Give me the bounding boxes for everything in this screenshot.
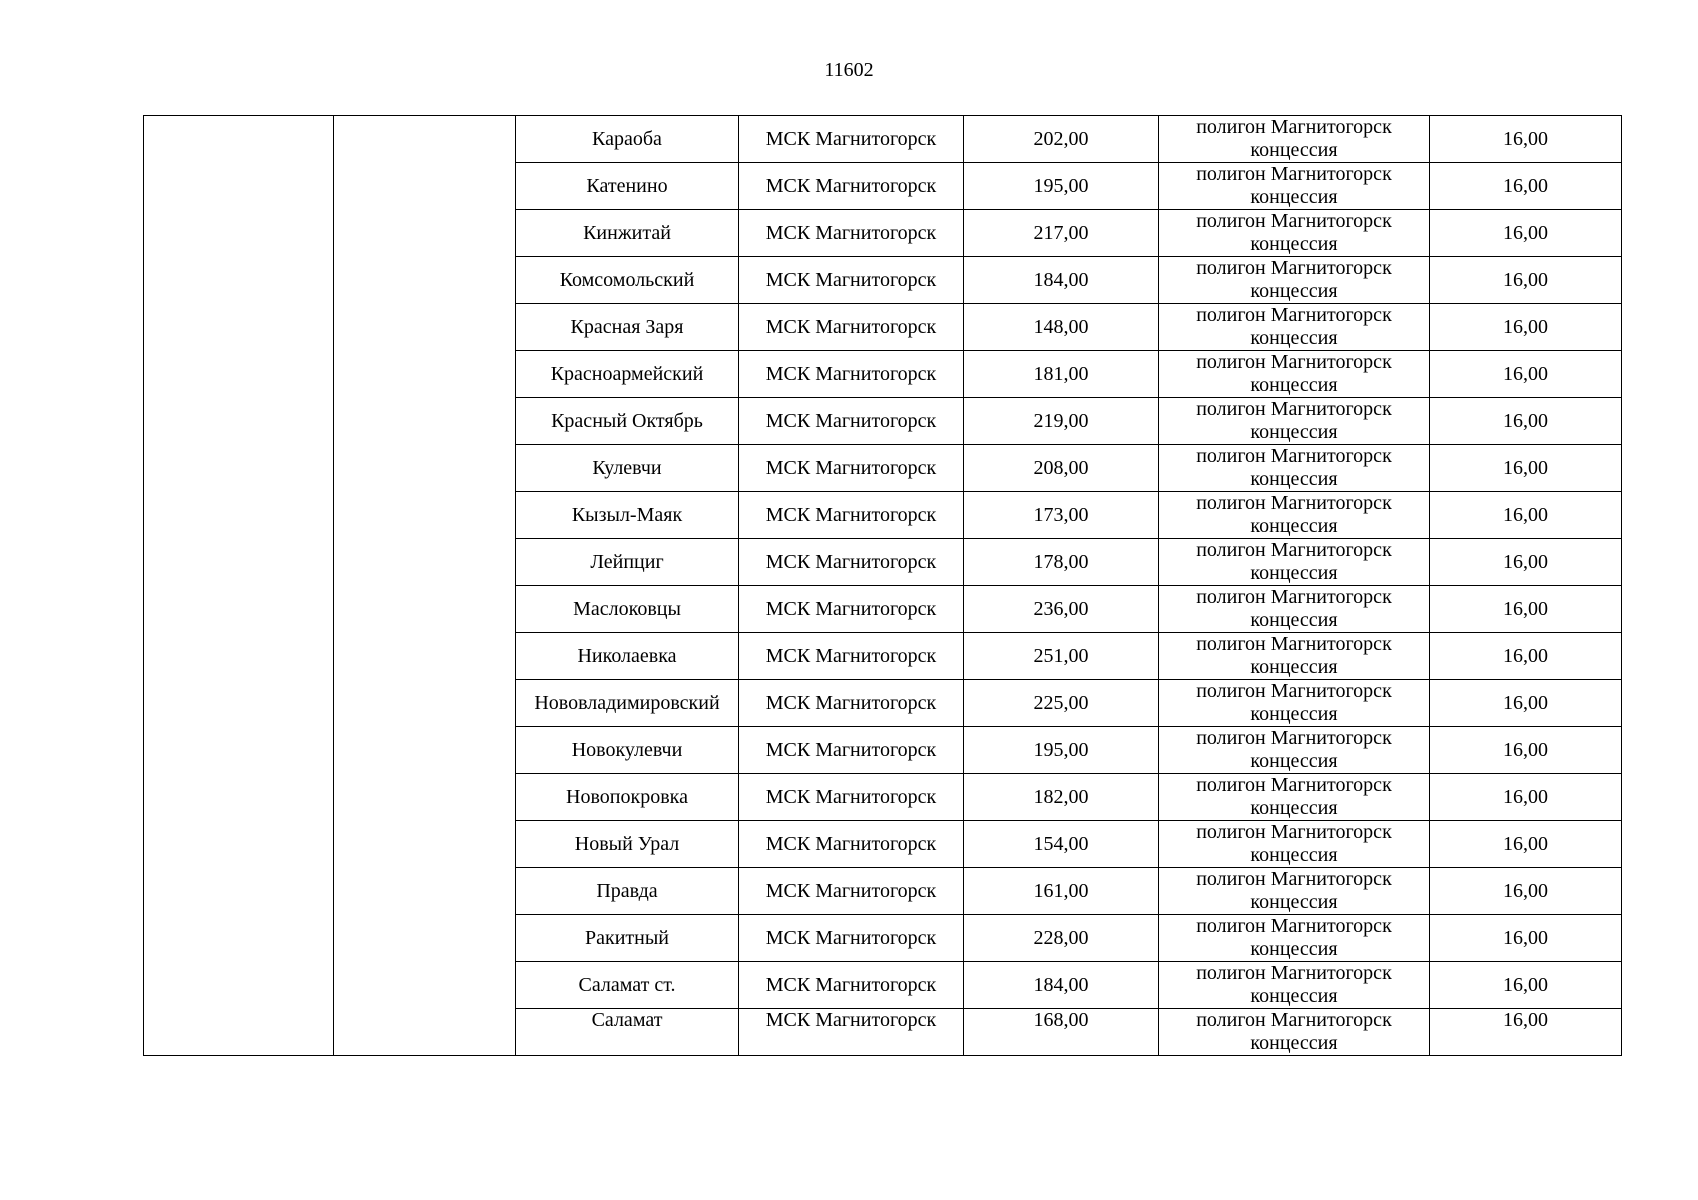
destination-cell: полигон Магнитогорск концессия [1159,915,1430,962]
destination-cell: полигон Магнитогорск концессия [1159,398,1430,445]
source-cell: МСК Магнитогорск [739,257,964,304]
value-cell: 16,00 [1430,821,1622,868]
destination-cell: полигон Магнитогорск концессия [1159,163,1430,210]
destination-cell: полигон Магнитогорск концессия [1159,774,1430,821]
destination-cell: полигон Магнитогорск концессия [1159,351,1430,398]
page-number: 11602 [824,59,874,81]
distance-cell: 168,00 [964,1009,1159,1056]
distance-cell: 202,00 [964,116,1159,163]
source-cell: МСК Магнитогорск [739,351,964,398]
source-cell: МСК Магнитогорск [739,445,964,492]
locality-cell: Новопокровка [516,774,739,821]
locality-cell: Караоба [516,116,739,163]
locality-cell: Николаевка [516,633,739,680]
distance-cell: 251,00 [964,633,1159,680]
value-cell: 16,00 [1430,492,1622,539]
source-cell: МСК Магнитогорск [739,163,964,210]
source-cell: МСК Магнитогорск [739,1009,964,1056]
locality-cell: Саламат ст. [516,962,739,1009]
distance-cell: 195,00 [964,727,1159,774]
distance-cell: 208,00 [964,445,1159,492]
locality-cell: Красный Октябрь [516,398,739,445]
locality-cell: Лейпциг [516,539,739,586]
destination-cell: полигон Магнитогорск концессия [1159,1009,1430,1056]
destination-cell: полигон Магнитогорск концессия [1159,586,1430,633]
destination-cell: полигон Магнитогорск концессия [1159,539,1430,586]
locality-cell: Новый Урал [516,821,739,868]
value-cell: 16,00 [1430,116,1622,163]
source-cell: МСК Магнитогорск [739,492,964,539]
destination-cell: полигон Магнитогорск концессия [1159,868,1430,915]
distance-cell: 195,00 [964,163,1159,210]
locality-cell: Красноармейский [516,351,739,398]
destination-cell: полигон Магнитогорск концессия [1159,210,1430,257]
distance-cell: 184,00 [964,257,1159,304]
value-cell: 16,00 [1430,398,1622,445]
table-body [144,116,1622,1056]
value-cell: 16,00 [1430,1009,1622,1056]
merged-cell-2 [334,116,516,1056]
value-cell: 16,00 [1430,915,1622,962]
destination-cell: полигон Магнитогорск концессия [1159,633,1430,680]
destination-cell: полигон Магнитогорск концессия [1159,962,1430,1009]
source-cell: МСК Магнитогорск [739,539,964,586]
distance-cell: 178,00 [964,539,1159,586]
locality-cell: Ракитный [516,915,739,962]
value-cell: 16,00 [1430,304,1622,351]
value-cell: 16,00 [1430,727,1622,774]
source-cell: МСК Магнитогорск [739,962,964,1009]
source-cell: МСК Магнитогорск [739,210,964,257]
distance-cell: 182,00 [964,774,1159,821]
value-cell: 16,00 [1430,539,1622,586]
locality-cell: Новокулевчи [516,727,739,774]
value-cell: 16,00 [1430,351,1622,398]
data-table [143,115,1622,1056]
source-cell: МСК Магнитогорск [739,727,964,774]
distance-cell: 173,00 [964,492,1159,539]
value-cell: 16,00 [1430,962,1622,1009]
value-cell: 16,00 [1430,210,1622,257]
distance-cell: 217,00 [964,210,1159,257]
source-cell: МСК Магнитогорск [739,633,964,680]
source-cell: МСК Магнитогорск [739,868,964,915]
locality-cell: Нововладимировский [516,680,739,727]
destination-cell: полигон Магнитогорск концессия [1159,257,1430,304]
value-cell: 16,00 [1430,163,1622,210]
distance-cell: 228,00 [964,915,1159,962]
locality-cell: Красная Заря [516,304,739,351]
destination-cell: полигон Магнитогорск концессия [1159,492,1430,539]
value-cell: 16,00 [1430,586,1622,633]
source-cell: МСК Магнитогорск [739,915,964,962]
destination-cell: полигон Магнитогорск концессия [1159,304,1430,351]
source-cell: МСК Магнитогорск [739,680,964,727]
locality-cell: Маслоковцы [516,586,739,633]
locality-cell: Правда [516,868,739,915]
locality-cell: Кинжитай [516,210,739,257]
source-cell: МСК Магнитогорск [739,304,964,351]
destination-cell: полигон Магнитогорск концессия [1159,680,1430,727]
destination-cell: полигон Магнитогорск концессия [1159,445,1430,492]
source-cell: МСК Магнитогорск [739,116,964,163]
merged-cell-1 [144,116,334,1056]
value-cell: 16,00 [1430,680,1622,727]
source-cell: МСК Магнитогорск [739,398,964,445]
destination-cell: полигон Магнитогорск концессия [1159,821,1430,868]
destination-cell: полигон Магнитогорск концессия [1159,727,1430,774]
source-cell: МСК Магнитогорск [739,821,964,868]
distance-cell: 181,00 [964,351,1159,398]
locality-cell: Комсомольский [516,257,739,304]
source-cell: МСК Магнитогорск [739,586,964,633]
value-cell: 16,00 [1430,445,1622,492]
distance-cell: 219,00 [964,398,1159,445]
source-cell: МСК Магнитогорск [739,774,964,821]
distance-cell: 236,00 [964,586,1159,633]
distance-cell: 148,00 [964,304,1159,351]
value-cell: 16,00 [1430,633,1622,680]
value-cell: 16,00 [1430,774,1622,821]
locality-cell: Саламат [516,1009,739,1056]
destination-cell: полигон Магнитогорск концессия [1159,116,1430,163]
distance-cell: 161,00 [964,868,1159,915]
locality-cell: Кызыл-Маяк [516,492,739,539]
distance-cell: 225,00 [964,680,1159,727]
value-cell: 16,00 [1430,257,1622,304]
locality-cell: Кулевчи [516,445,739,492]
distance-cell: 154,00 [964,821,1159,868]
locality-cell: Катенино [516,163,739,210]
distance-cell: 184,00 [964,962,1159,1009]
table-row [144,116,1622,163]
value-cell: 16,00 [1430,868,1622,915]
